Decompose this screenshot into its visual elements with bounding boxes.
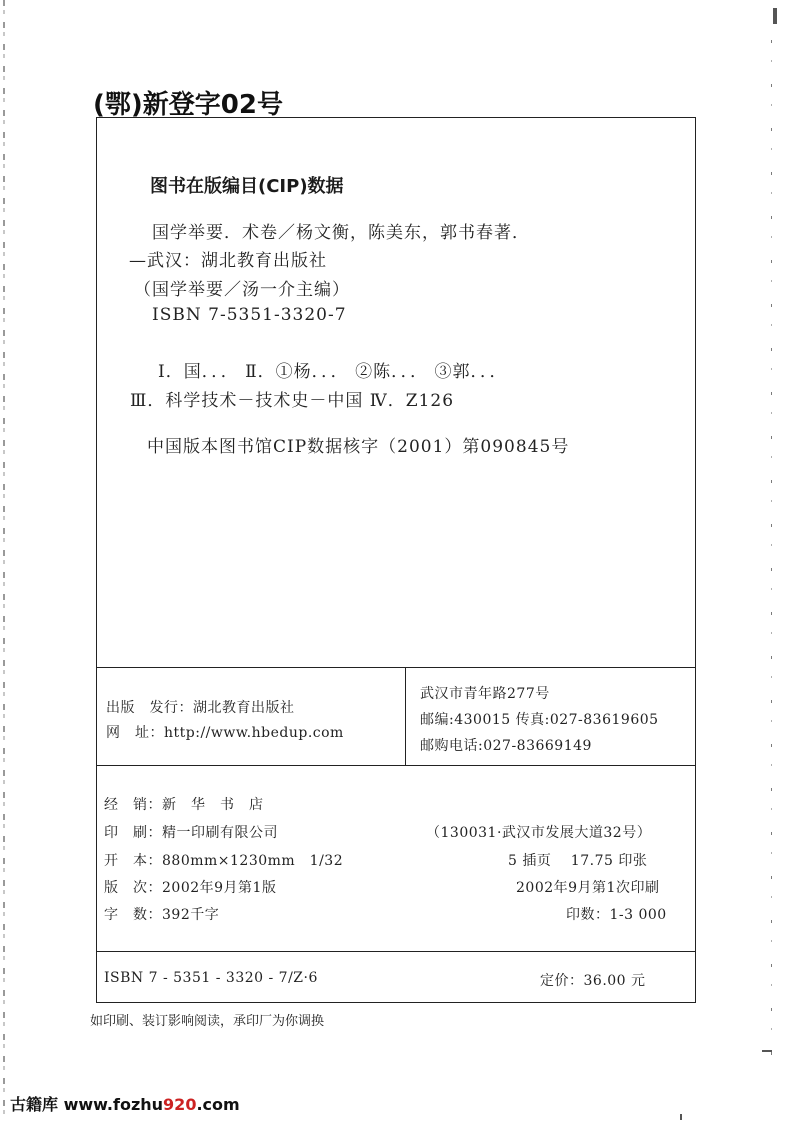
scan-mark bbox=[773, 8, 777, 24]
cip-line: （国学举要／汤一介主编） bbox=[134, 280, 350, 300]
section-divider bbox=[96, 667, 696, 668]
cip-line: 国学举要．术卷／杨文衡，陈美东，郭书春著． bbox=[152, 223, 530, 243]
publisher-postal-fax: 邮编:430015 传真:027-83619605 bbox=[420, 712, 659, 728]
cip-title: 图书在版编目(CIP)数据 bbox=[150, 176, 344, 197]
reprint-note: 如印刷、装订影响阅读，承印厂为你调换 bbox=[90, 1014, 325, 1029]
cip-isbn: ISBN 7-5351-3320-7 bbox=[152, 305, 347, 325]
scan-mark bbox=[680, 1114, 682, 1120]
site-watermark bbox=[10, 1092, 240, 1115]
cip-library-note: 中国版本图书馆CIP数据核字（2001）第090845号 bbox=[147, 437, 570, 457]
spec-print-run: 印数：1-3 000 bbox=[566, 907, 667, 923]
section-divider bbox=[96, 765, 696, 766]
spec-printer: 印 刷：精一印刷有限公司 bbox=[104, 825, 278, 841]
isbn-full: ISBN 7 - 5351 - 3320 - 7/Z·6 bbox=[104, 970, 318, 986]
site-name: 古籍库 bbox=[10, 1095, 59, 1114]
publisher-website: 网 址：http://www.hbedup.com bbox=[106, 725, 344, 741]
cip-classification: Ⅰ．国．．． Ⅱ．①杨．．． ②陈．．． ③郭．．． bbox=[158, 362, 508, 382]
cip-classification: Ⅲ．科学技术－技术史－中国 Ⅳ．Z126 bbox=[130, 391, 455, 411]
site-url-number: 920 bbox=[163, 1095, 197, 1114]
cip-line: —武汉：湖北教育出版社 bbox=[129, 251, 327, 271]
site-url-suffix: .com bbox=[196, 1095, 240, 1114]
spec-distributor: 经 销：新 华 书 店 bbox=[104, 797, 264, 813]
scan-mark bbox=[762, 1050, 772, 1052]
site-url-prefix: www.fozhu bbox=[63, 1095, 164, 1114]
registration-number: (鄂)新登字02号 bbox=[93, 90, 283, 120]
scan-edge-right bbox=[771, 40, 772, 1060]
publisher-mail-order: 邮购电话:027-83669149 bbox=[420, 738, 592, 754]
publisher-address: 武汉市青年路277号 bbox=[420, 686, 550, 702]
spec-format: 开 本：880mm×1230mm 1/32 bbox=[104, 853, 344, 869]
spec-printer-address: （130031·武汉市发展大道32号） bbox=[426, 825, 652, 841]
spec-edition: 版 次：2002年9月第1版 bbox=[104, 880, 277, 896]
publisher-divider bbox=[405, 667, 406, 765]
publisher-name: 出版 发行：湖北教育出版社 bbox=[106, 700, 295, 716]
spec-printing: 2002年9月第1次印刷 bbox=[516, 880, 660, 896]
section-divider bbox=[96, 951, 696, 952]
spec-sheets: 5 插页 17.75 印张 bbox=[508, 853, 648, 869]
spec-word-count: 字 数：392千字 bbox=[104, 907, 220, 923]
scan-edge-left bbox=[3, 0, 5, 1122]
price: 定价：36.00 元 bbox=[540, 973, 646, 989]
